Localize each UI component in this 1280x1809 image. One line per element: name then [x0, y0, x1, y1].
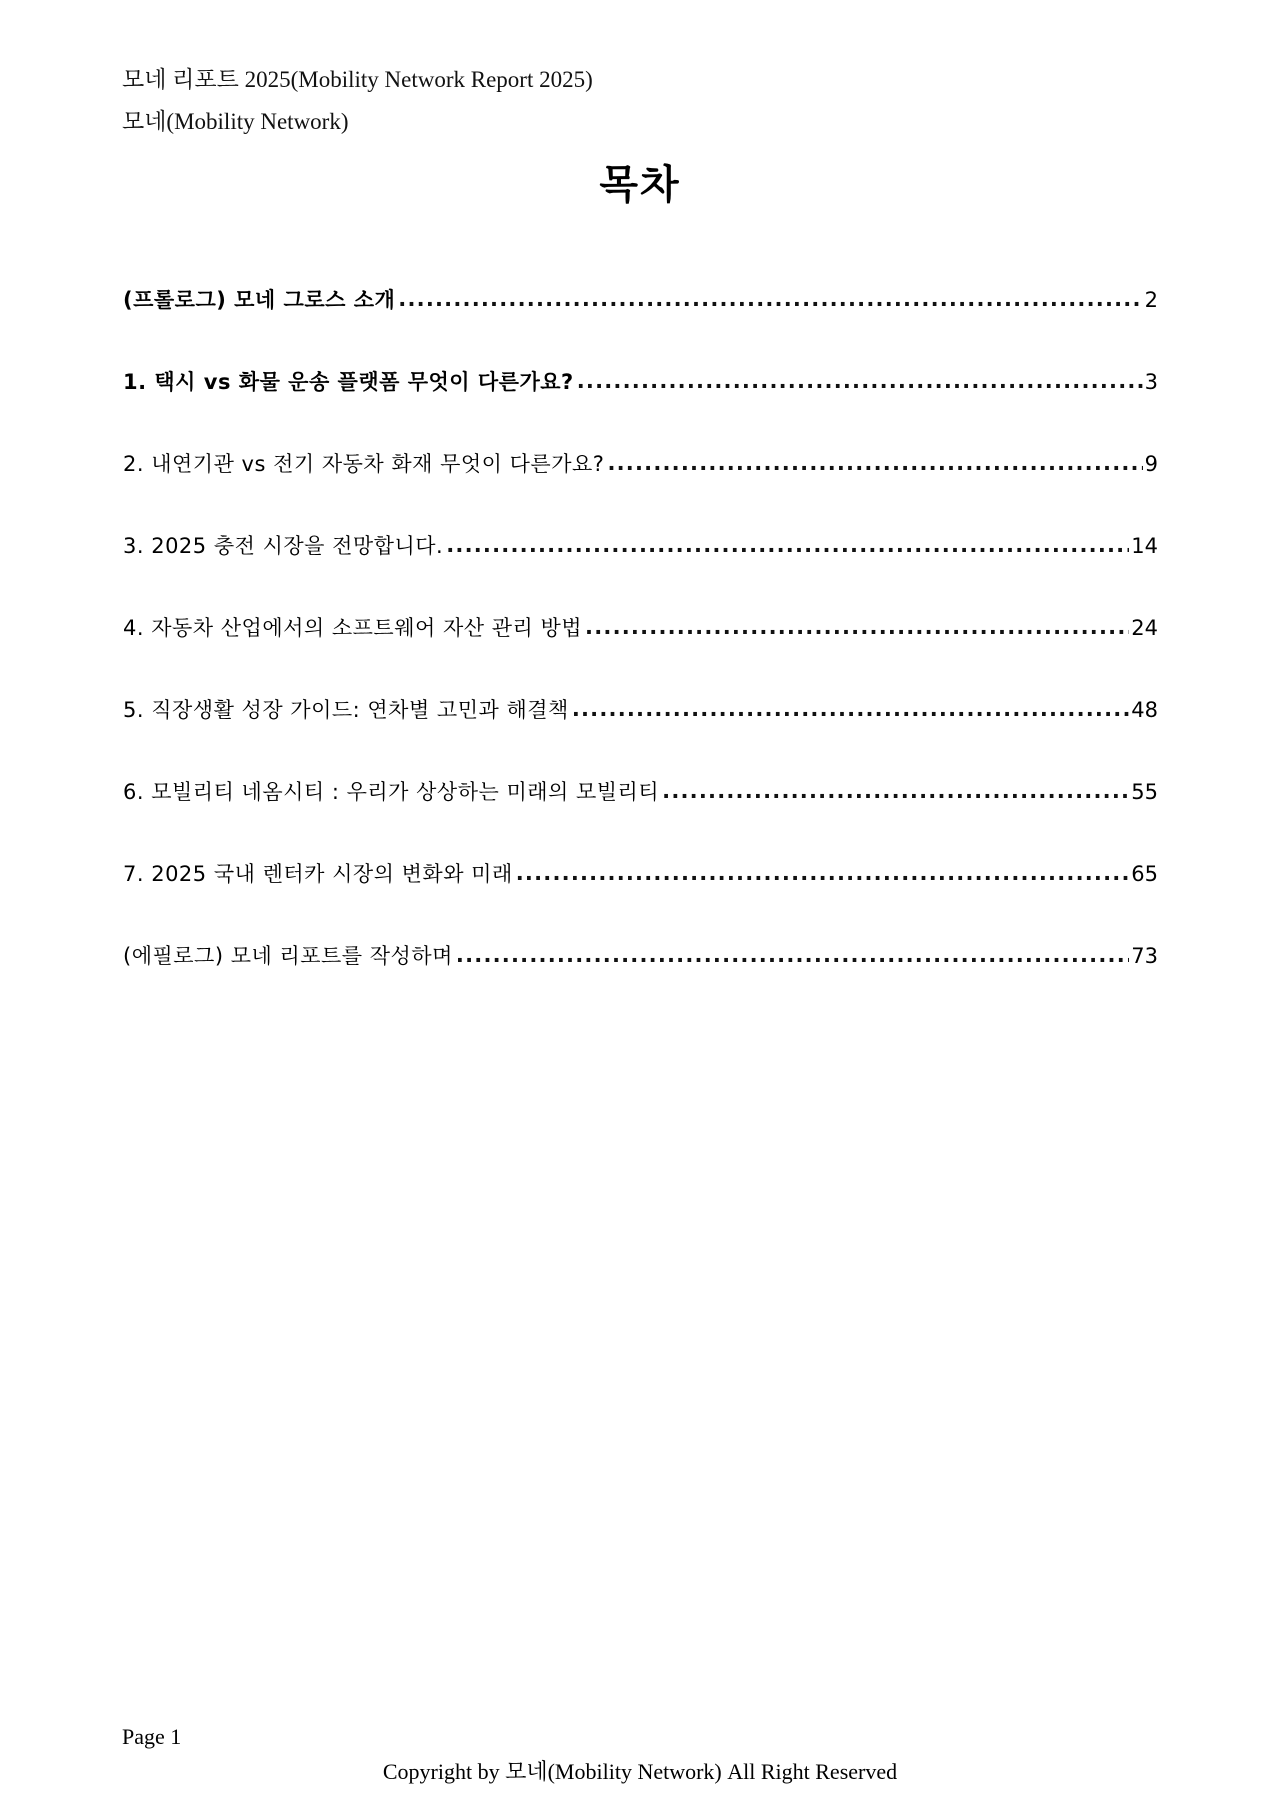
- toc-title: 목차: [599, 162, 681, 208]
- toc-entry-2[interactable]: [123, 449, 1158, 531]
- dot-leader: [446, 530, 1129, 560]
- toc-page-number: 24: [1131, 616, 1158, 640]
- toc-entry-label: 3. 2025 충전 시장을 전망합니다.: [123, 534, 444, 558]
- running-header-author: 모네(Mobility Network): [122, 109, 349, 134]
- toc-page-number: 48: [1131, 698, 1158, 722]
- dot-leader: [572, 694, 1129, 724]
- dot-leader: [607, 448, 1142, 478]
- toc-page-number: 55: [1131, 780, 1158, 804]
- toc-entry-epilogue[interactable]: [123, 941, 1158, 1023]
- page-number-footer: Page 1: [122, 1724, 182, 1749]
- toc-page-number: 65: [1131, 862, 1158, 886]
- toc-page-number: 73: [1131, 944, 1158, 968]
- dot-leader: [577, 366, 1143, 396]
- toc-entry-label: 1. 택시 vs 화물 운송 플랫폼 무엇이 다른가요?: [123, 370, 574, 394]
- toc-page-number: 14: [1131, 534, 1158, 558]
- toc-entry-label: 4. 자동차 산업에서의 소프트웨어 자산 관리 방법: [123, 616, 583, 640]
- toc-entry-1[interactable]: [123, 367, 1158, 449]
- toc-page-number: 2: [1144, 288, 1158, 312]
- toc-page-number: 3: [1144, 370, 1158, 394]
- toc-entry-label: 5. 직장생활 성장 가이드: 연차별 고민과 해결책: [123, 698, 569, 722]
- dot-leader: [585, 612, 1129, 642]
- toc-entry-label: 2. 내연기관 vs 전기 자동차 화재 무엇이 다른가요?: [123, 452, 605, 476]
- toc-entry-label: 6. 모빌리티 네옴시티 : 우리가 상상하는 미래의 모빌리티: [123, 780, 660, 804]
- toc-entry-label: 7. 2025 국내 렌터카 시장의 변화와 미래: [123, 862, 513, 886]
- toc-entry-4[interactable]: [123, 613, 1158, 695]
- toc-entry-label: (프롤로그) 모네 그로스 소개: [123, 288, 396, 312]
- toc-page-number: 9: [1144, 452, 1158, 476]
- dot-leader: [662, 776, 1129, 806]
- running-header-title: 모네 리포트 2025(Mobility Network Report 2025): [122, 67, 593, 92]
- copyright-footer: Copyright by 모네(Mobility Network) All Right Reserved: [382, 1759, 898, 1784]
- toc-entry-6[interactable]: [123, 777, 1158, 859]
- toc-entry-3[interactable]: [123, 531, 1158, 613]
- toc-entry-prologue[interactable]: [123, 285, 1158, 367]
- toc-entry-7[interactable]: [123, 859, 1158, 941]
- dot-leader: [516, 858, 1130, 888]
- toc-entry-label: (에필로그) 모네 리포트를 작성하며: [123, 944, 453, 968]
- toc-entry-5[interactable]: [123, 695, 1158, 777]
- dot-leader: [456, 940, 1129, 970]
- dot-leader: [398, 284, 1142, 314]
- table-of-contents: [123, 285, 1158, 1023]
